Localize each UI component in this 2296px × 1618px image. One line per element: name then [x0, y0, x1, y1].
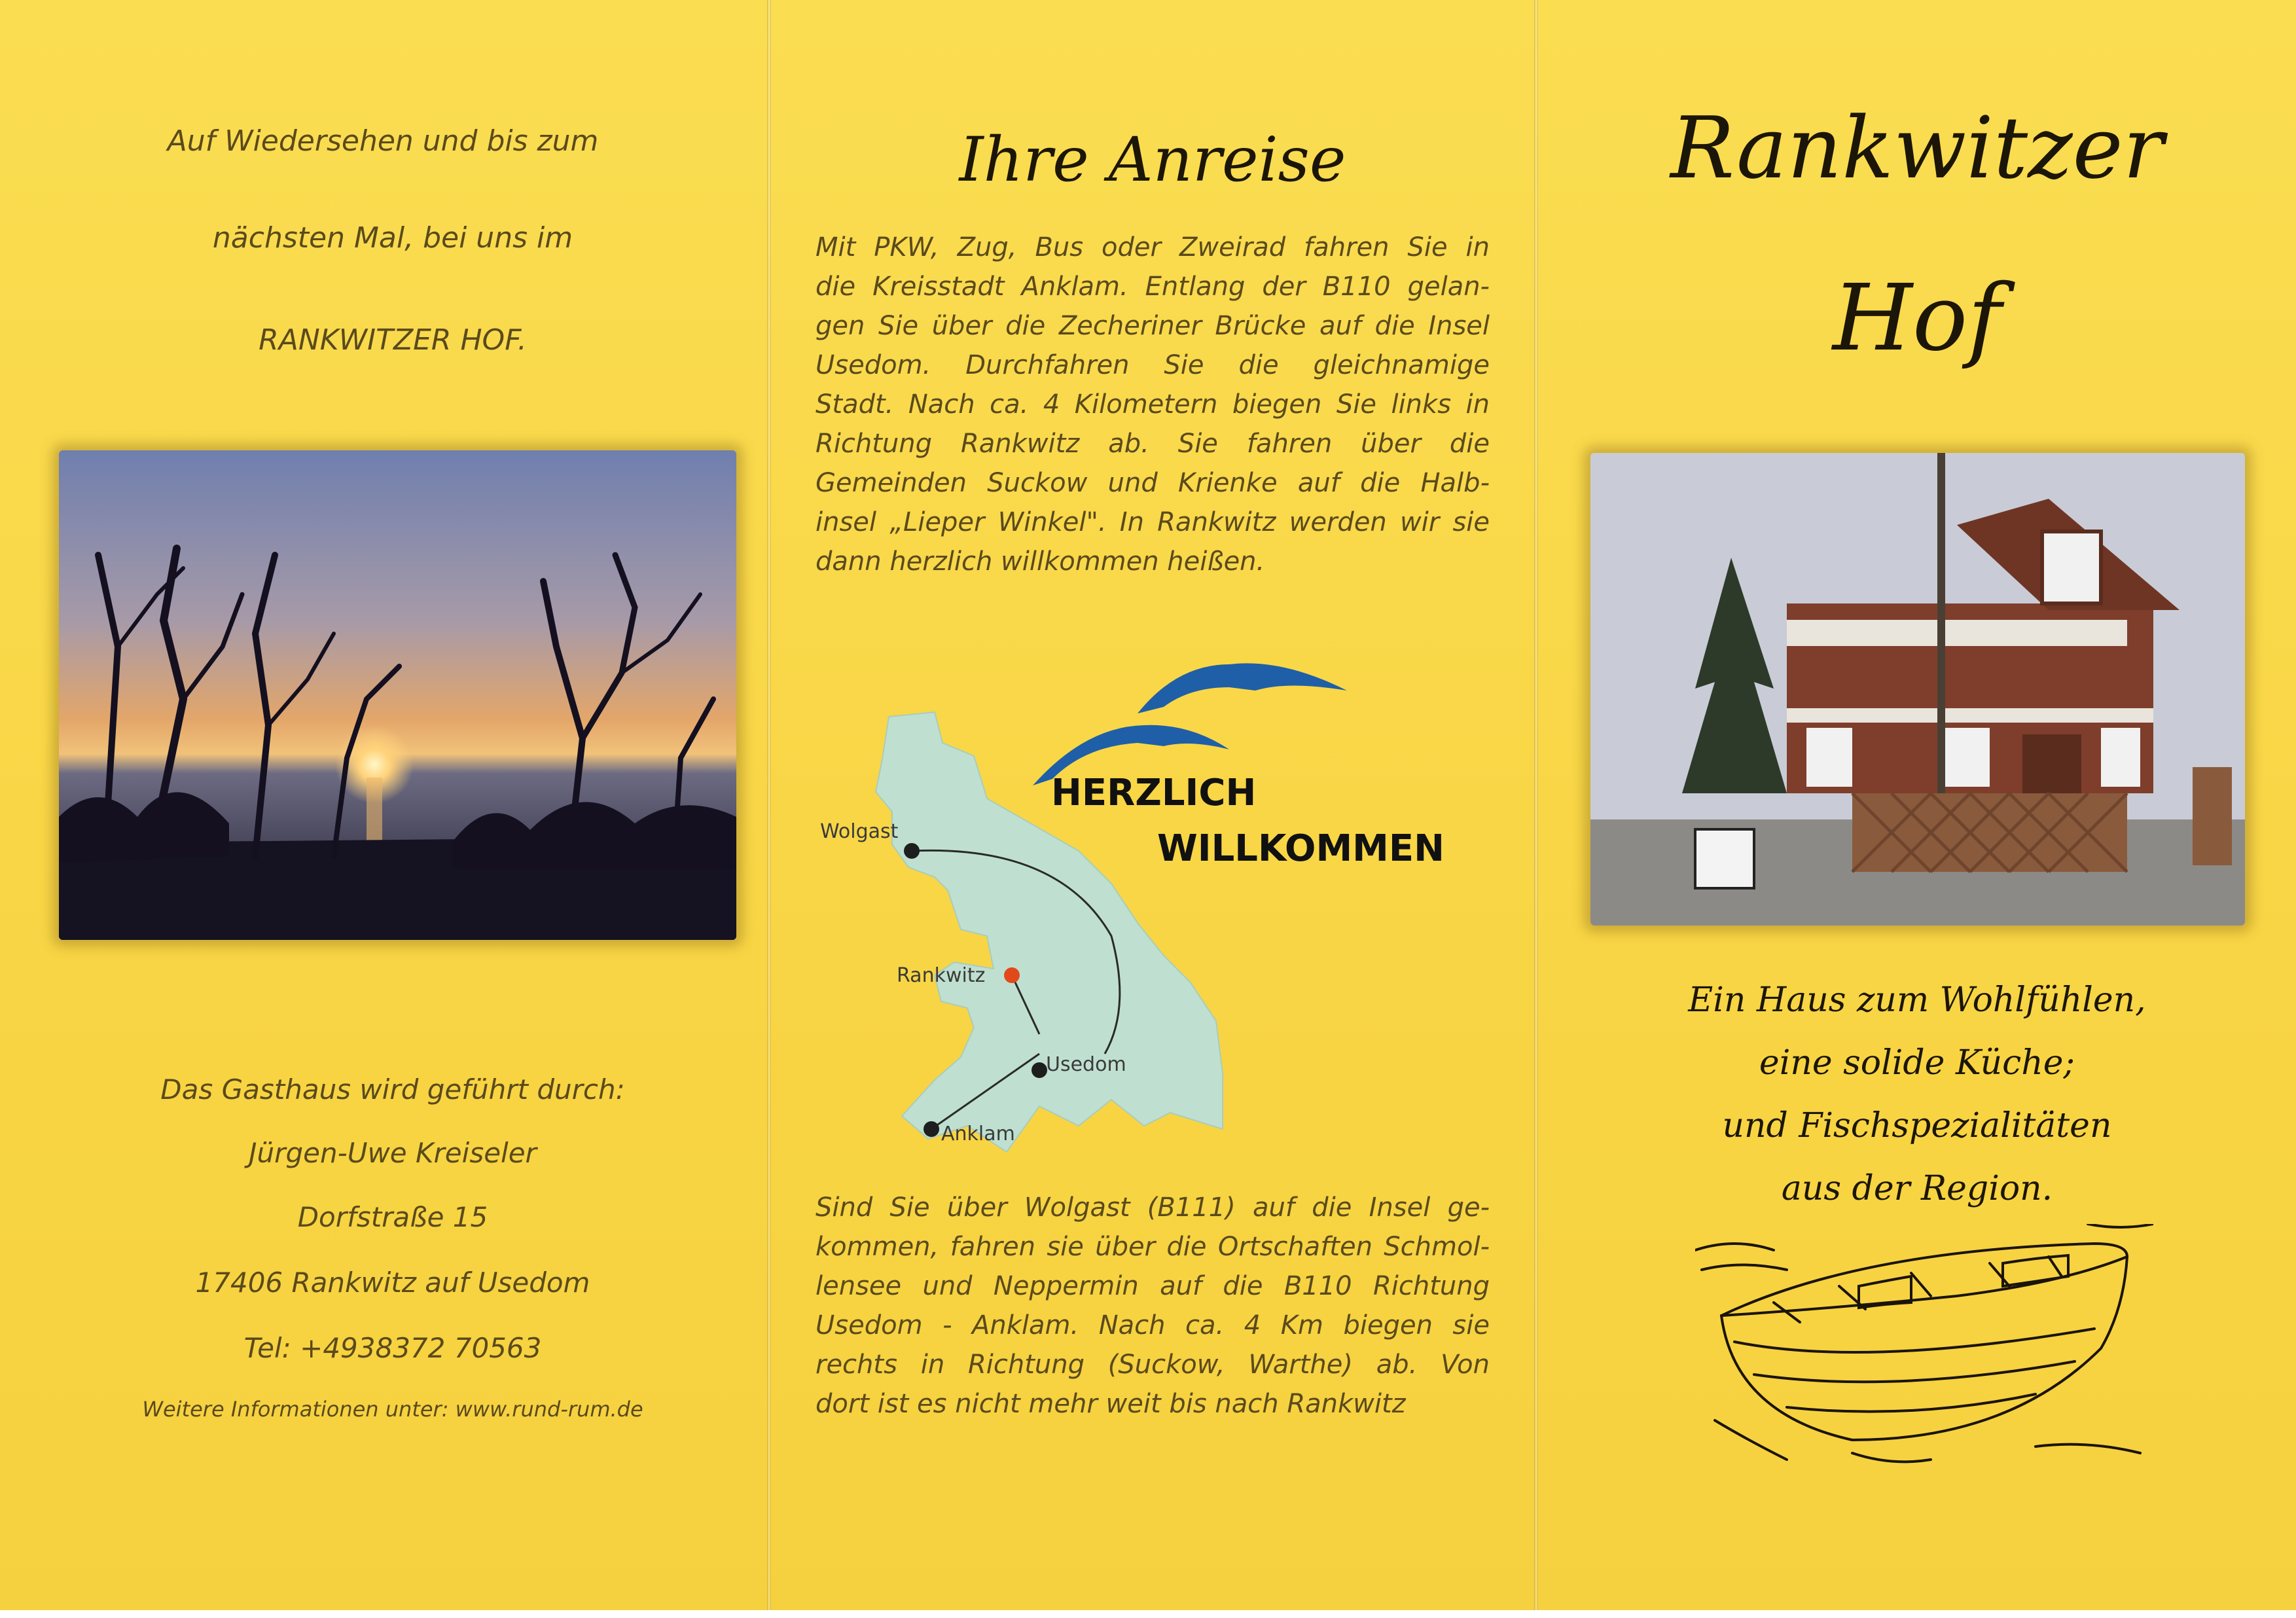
sunset-photo — [59, 450, 736, 940]
directions-line: dann herzlich willkommen heißen. — [816, 547, 1265, 577]
street-address: Dorfstraße 15 — [297, 1201, 488, 1233]
anklam-dot — [924, 1121, 939, 1137]
slogan — [1538, 969, 2296, 1220]
directions-line: Mit PKW, Zug, Bus oder Zweirad fahren Sie in — [816, 232, 1490, 262]
alt-directions-line: dort ist es nicht mehr weit bis nach Rankwitz — [816, 1389, 1406, 1419]
directions-line: Stadt. Nach ca. 4 Kilometern biegen Sie links in — [816, 389, 1490, 420]
directions-line: Gemeinden Suckow und Krienke auf die Halb- — [816, 468, 1490, 498]
seagull-upper — [1138, 663, 1347, 713]
usedom-map — [771, 628, 1534, 1152]
inn-photo — [1590, 453, 2245, 926]
rankwitz-dot — [1004, 967, 1020, 983]
travel-heading: Ihre Anreise — [959, 124, 1346, 196]
slogan-line: und Fischspezialitäten — [1722, 1106, 2112, 1145]
owner-name: Jürgen-Uwe Kreiseler — [249, 1137, 537, 1169]
alt-directions-line: rechts in Richtung (Suckow, Warthe) ab. Von — [816, 1350, 1490, 1380]
more-info-link: Weitere Informationen unter: www.rund-rum.de — [142, 1397, 643, 1422]
welcome-line-2: WILLKOMMEN — [1157, 827, 1445, 870]
directions-line: Usedom. Durchfahren Sie die gleichnamige — [816, 350, 1490, 380]
slogan-line: Ein Haus zum Wohlfühlen, — [1688, 980, 2146, 1020]
place-label-rankwitz: Rankwitz — [897, 964, 986, 987]
wolgast-dot — [904, 843, 920, 859]
directions-line: insel „Lieper Winkel". In Rankwitz werden wir sie — [816, 507, 1490, 537]
directions-line: Richtung Rankwitz ab. Sie fahren über die — [816, 429, 1490, 459]
alternative-directions-text — [816, 1188, 1490, 1424]
slogan-line: eine solide Küche; — [1759, 1043, 2075, 1083]
right-panel — [1538, 0, 2296, 1610]
farewell-line-3: RANKWITZER HOF. — [259, 323, 527, 357]
phone-number: Tel: +4938372 70563 — [243, 1332, 542, 1364]
alt-directions-line: lensee und Neppermin auf die B110 Richtung — [816, 1271, 1490, 1301]
directions-text — [816, 228, 1490, 581]
alt-directions-line: kommen, fahren sie über die Ortschaften Schmol- — [816, 1232, 1490, 1262]
left-panel — [0, 0, 766, 1610]
rowboat-drawing — [1695, 1224, 2153, 1473]
alt-directions-line: Sind Sie über Wolgast (B111) auf die Insel ge- — [816, 1193, 1490, 1223]
directions-line: die Kreisstadt Anklam. Entlang der B110 gelan- — [816, 272, 1490, 302]
alt-directions-line: Usedom - Anklam. Nach ca. 4 Km biegen sie — [816, 1310, 1490, 1340]
directions-line: gen Sie über die Zecheriner Brücke auf die Insel — [816, 311, 1490, 341]
city-address: 17406 Rankwitz auf Usedom — [195, 1267, 590, 1299]
usedom-dot — [1031, 1062, 1047, 1078]
run-by-label: Das Gasthaus wird geführt durch: — [160, 1073, 625, 1106]
slogan-line: aus der Region. — [1781, 1169, 2053, 1208]
title-line-2: Hof — [1832, 265, 2002, 372]
farewell-line-2: nächsten Mal, bei uns im — [212, 221, 573, 255]
welcome-line-1: HERZLICH — [1051, 772, 1257, 814]
farewell-line-1: Auf Wiedersehen und bis zum — [167, 124, 599, 158]
place-label-wolgast: Wolgast — [820, 820, 899, 843]
place-label-usedom: Usedom — [1046, 1053, 1126, 1076]
place-label-anklam: Anklam — [941, 1123, 1015, 1145]
title-line-1: Rankwitzer — [1670, 98, 2164, 198]
middle-panel — [771, 0, 1534, 1610]
